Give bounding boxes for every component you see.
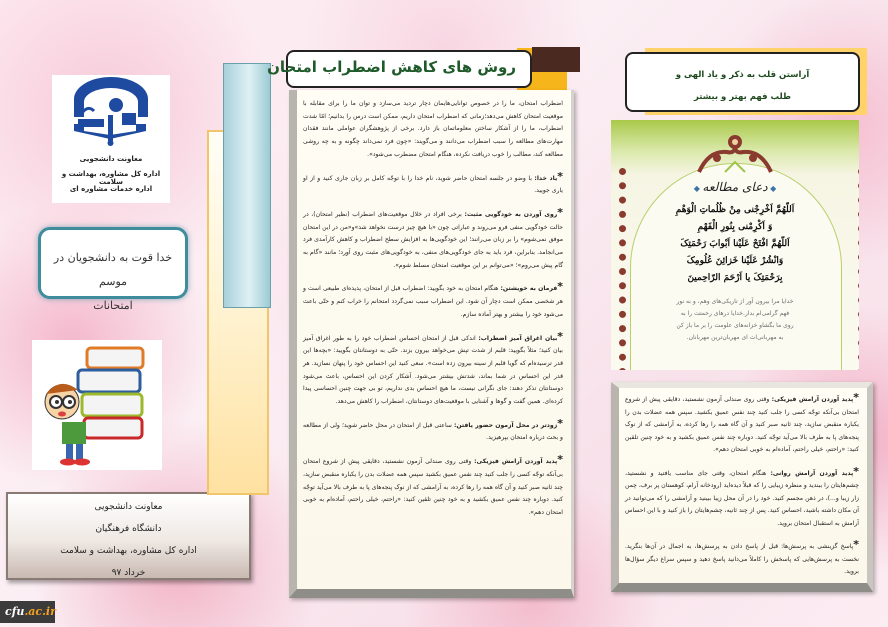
prayer-heading: ◆ دعای مطالعه ◆ [693, 180, 777, 194]
diamond-icon: ◆ [693, 184, 703, 193]
diamond-icon: ◆ [767, 184, 777, 193]
asterisk-icon: * [557, 416, 563, 430]
asterisk-icon: * [557, 329, 564, 343]
info-line-2: دانشگاه فرهنگیان [95, 524, 162, 534]
asterisk-icon: * [853, 538, 859, 551]
tip-paragraph: *بیان اغراق آمیز اضطراب: اندکی قبل از امتحان احساس اضطراب خود را به طور اغراق آمیز بیان کنید؛ مثلاً بگویید: قلبم از شدت تپش می‌خواهد بیرون بزند. حتّی به دوستانتان بگویید: «بچه‌ها این قدر ترسیده‌ام که گویا قلبم از سینه بیرون زده است». سعی کنید این احساس خود را پنهان نسازید. هر قدر این احساس در شما بماند، شدتش بیشتر می‌شود. آشکار کردن این احساس، باعث می‌شود دوستانتان تذکر دهند: جای نگرانی نیست، ما هیچ احساس بدی نداریم، تو بی جهت چنین احساسی پیدا کرده‌ای. همین گفت و گوها و آشنایی با موقعیت‌های دوستانتان، اضطراب را کاهش می‌دهد. [303, 329, 564, 406]
info-line-1: معاونت دانشجویی [94, 502, 163, 512]
tip-paragraph: *پاسخ گزینشی به پرسش‌ها: قبل از پاسخ دادن به پرسش‌ها، به اجمال در آن‌ها بنگرید. نخست به پرسش‌هایی که پاسخش را کاملاً می‌دانید پاسخ دهید و سپس سراغ دیگر سؤال‌ها بروید. [625, 538, 859, 575]
prayer-persian-translation: خدایا مرا بیرون آور از تاریکی‌های وهم، و به نور فهم گرامی‌ام بدار.خدایا درهای رحمتت را به روی ما بگشاو خزانه‌های علومت را بر ما باز کن به مهربانی‌ات ای مهربان‌ترین مهربانان. [676, 298, 794, 341]
asterisk-icon: * [557, 453, 563, 467]
tip-paragraph: *پدید آوردن آرامش فیزیکی: وقتی روی صندلی آزمون نشستید، دقایقی پیش از شروع امتحان بی‌آنکه توجّه کسی را جلب کنید چند نفس عمیق بکشید سپس همه عضلات بدن را یکباره منقبض سازید، چند ثانیه صبر کنید و آن گاه همه را رها کرده، به آرامشی که از نوک پنجه‌های پا به طرف بالا می‌آید توجّه کنید. دوباره چند نفس عمیق بکشید و به خود چنین تلقین کنید: «راحتم، خیلی راحتم، آماده‌ام به خوبی امتحان دهم». [303, 453, 563, 516]
cfu-watermark [0, 601, 55, 623]
right-title-line-1: آراستن قلب به ذکر و یاد الهی و [675, 70, 810, 80]
exam-anxiety-tips-panel [289, 90, 574, 598]
middle-title-box [267, 50, 532, 88]
info-date: خرداد ۹۷ [111, 568, 146, 578]
tip-paragraph: *روی آوردن به خودگویی مثبت: برخی افراد در خلال موقعیت‌های اضطراب (نظیر امتحان)، در حالت خودگویی منفی فرو می‌روند و عباراتی چون «با هیچ چیز درست نخواهد شد»و«من در این امتحان موفق نمی‌شوم» را بر زبان می‌رانند؛ این خودگویی‌ها به افزایش سطح اضطراب و کاهش کارآمدی فرد می‌انجامد. بنابراین، فرد باید به جای خودگویی‌های منفی، به خودگویی‌های مثبت روی آورد؛ مانند «گام به گام پیش می‌روم»؛ «می‌توانم بر این موقعیت امتحان مسلط شوم». [303, 205, 563, 269]
decorative-teal-bar [223, 63, 271, 308]
right-title-box [625, 52, 860, 112]
intro-paragraph: اضطراب امتحان، ما را در خصوص توانایی‌هایمان دچار تردید می‌سازد و توان ما را برای مقابله با موقعیت امتحان کاهش می‌دهد؛زمانی که اضطراب امتحان داریم، ممکن است درس را بدانیم؛ امّا شدت اضطراب، ما را از آشکار ساختن معلوماتمان باز دارد. برخی از پژوهشگران عواملی مانند فقدان مهارت‌های مطالعه را سبب اضطراب می‌دانند و می‌گویند: «چون فرد نمی‌داند چگونه و به چه روشی مطالعه کند، مطالب را خوب دریافت نکرده، هنگام امتحان مضطرب می‌شود». [303, 100, 563, 158]
logo-line-2: اداره کل مشاوره، بهداشت و سلامت [61, 170, 161, 186]
logo-line-3: اداره خدمات مشاوره ای [69, 185, 153, 193]
tip-paragraph: *یاد خدا: با وضو در جلسه امتحان حاضر شوید، نام خدا را با توجّه کامل بر زبان جاری کنید و از او یاری جویید. [303, 169, 563, 195]
tip-paragraph: *پدید آوردن آرامش روانی: هنگام امتحان، وقتی جای مناسب یافتید و نشستید، چشم‌هایتان را ببندید و منظره زیبایی را که قبلاً دیده‌اید (رودخانه آرام، کوهستان پر برف، چمن زار زیبا و...)، در ذهن مجسم کنید. خود را در آن محل زیبا ببینید و آرامشی را که می‌توانید در آن مکان داشته باشید، احساس کنید. پس از چند ثانیه، چشم‌هایتان را باز کنید و با این احساس آرامش به استقبال امتحان بروید. [625, 464, 859, 527]
info-line-3: اداره کل مشاوره، بهداشت و سلامت [60, 546, 197, 556]
prayer-arabic-text: اَللّهُمَّ اَخْرِجْنی مِنْ ظُلُماتِ الْوَهْمِ وَ اَکْرِمْنی بِنُورِ الْفَهْمِ اَللّهُمَّ افْتَحْ عَلَیْنا اَبْوابَ رَحْمَتِکَ وَانْشُرْ عَلَیْنا خَزائِنَ عُلُومِکَ بِرَحْمَتِکَ یا اَرْحَمَ الرّاحِمینَ [675, 205, 795, 283]
tip-paragraph: *پدید آوردن آرامش فیزیکی: وقتی روی صندلی آزمون نشستید، دقایقی پیش از شروع امتحان بی‌آنکه توجّه کسی را جلب کنید چند نفس عمیق بکشید. سپس همه عضلات بدن را یکباره منقبض سازید، چند ثانیه صبر کنید و آن گاه همه را رها کرده، به آرامشی که از نوک پنجه‌های پا به طرف بالا می‌آید توجّه کنید. دوباره چند نفس عمیق بکشید و به خود چنین تلقین کنید: «راحتم، خیلی راحتم، آماده‌ام به خوبی امتحان دهم». [625, 391, 859, 453]
asterisk-icon: * [557, 205, 563, 219]
decorative-brown-block [532, 47, 580, 72]
asterisk-icon: * [557, 169, 563, 183]
greeting-line-1: خدا قوت به دانشجویان در موسم [53, 251, 173, 288]
right-title-line-2: طلب فهم بهتر و بیشتر [693, 92, 792, 102]
cfu-prefix: cfu [5, 605, 25, 618]
cfu-suffix: .ac.ir [24, 605, 56, 618]
student-with-books-illustration [32, 340, 162, 470]
asterisk-icon: * [853, 391, 859, 404]
relaxation-tips-panel [611, 382, 873, 592]
organization-info-card [6, 492, 251, 580]
asterisk-icon: * [557, 280, 563, 294]
logo-line-1: معاونت دانشجویی [79, 155, 143, 163]
greeting-card [38, 227, 188, 312]
middle-title: روش های کاهش اضطراب امتحان [267, 58, 516, 76]
student-books-icon [32, 340, 162, 470]
asterisk-icon: * [853, 464, 859, 478]
ornament-icon [695, 132, 775, 174]
university-logo-card [52, 75, 170, 203]
tip-paragraph: *فرمان به خویشتن: هنگام امتحان به خود بگویید: اضطراب قبل از امتحان، پدیده‌ای طبیعی است و هر شخصی ممکن است دچار آن شود. این اضطراب سبب نمی‌گردد امتحانم را خراب کنم و حتّی باعث می‌شود خود را بیشتر و بهتر آماده سازم. [303, 280, 563, 318]
university-logo-icon [64, 77, 158, 149]
study-prayer-card [611, 120, 859, 370]
greeting-line-2: امتحانات [93, 299, 133, 312]
tip-paragraph: *زودتر در محل آزمون حضور یافتن: ساعتی قبل از امتحان در محل حاضر شوید؛ ولی از مطالعه و بحث درباره امتحان بپرهیزید. [303, 416, 563, 442]
